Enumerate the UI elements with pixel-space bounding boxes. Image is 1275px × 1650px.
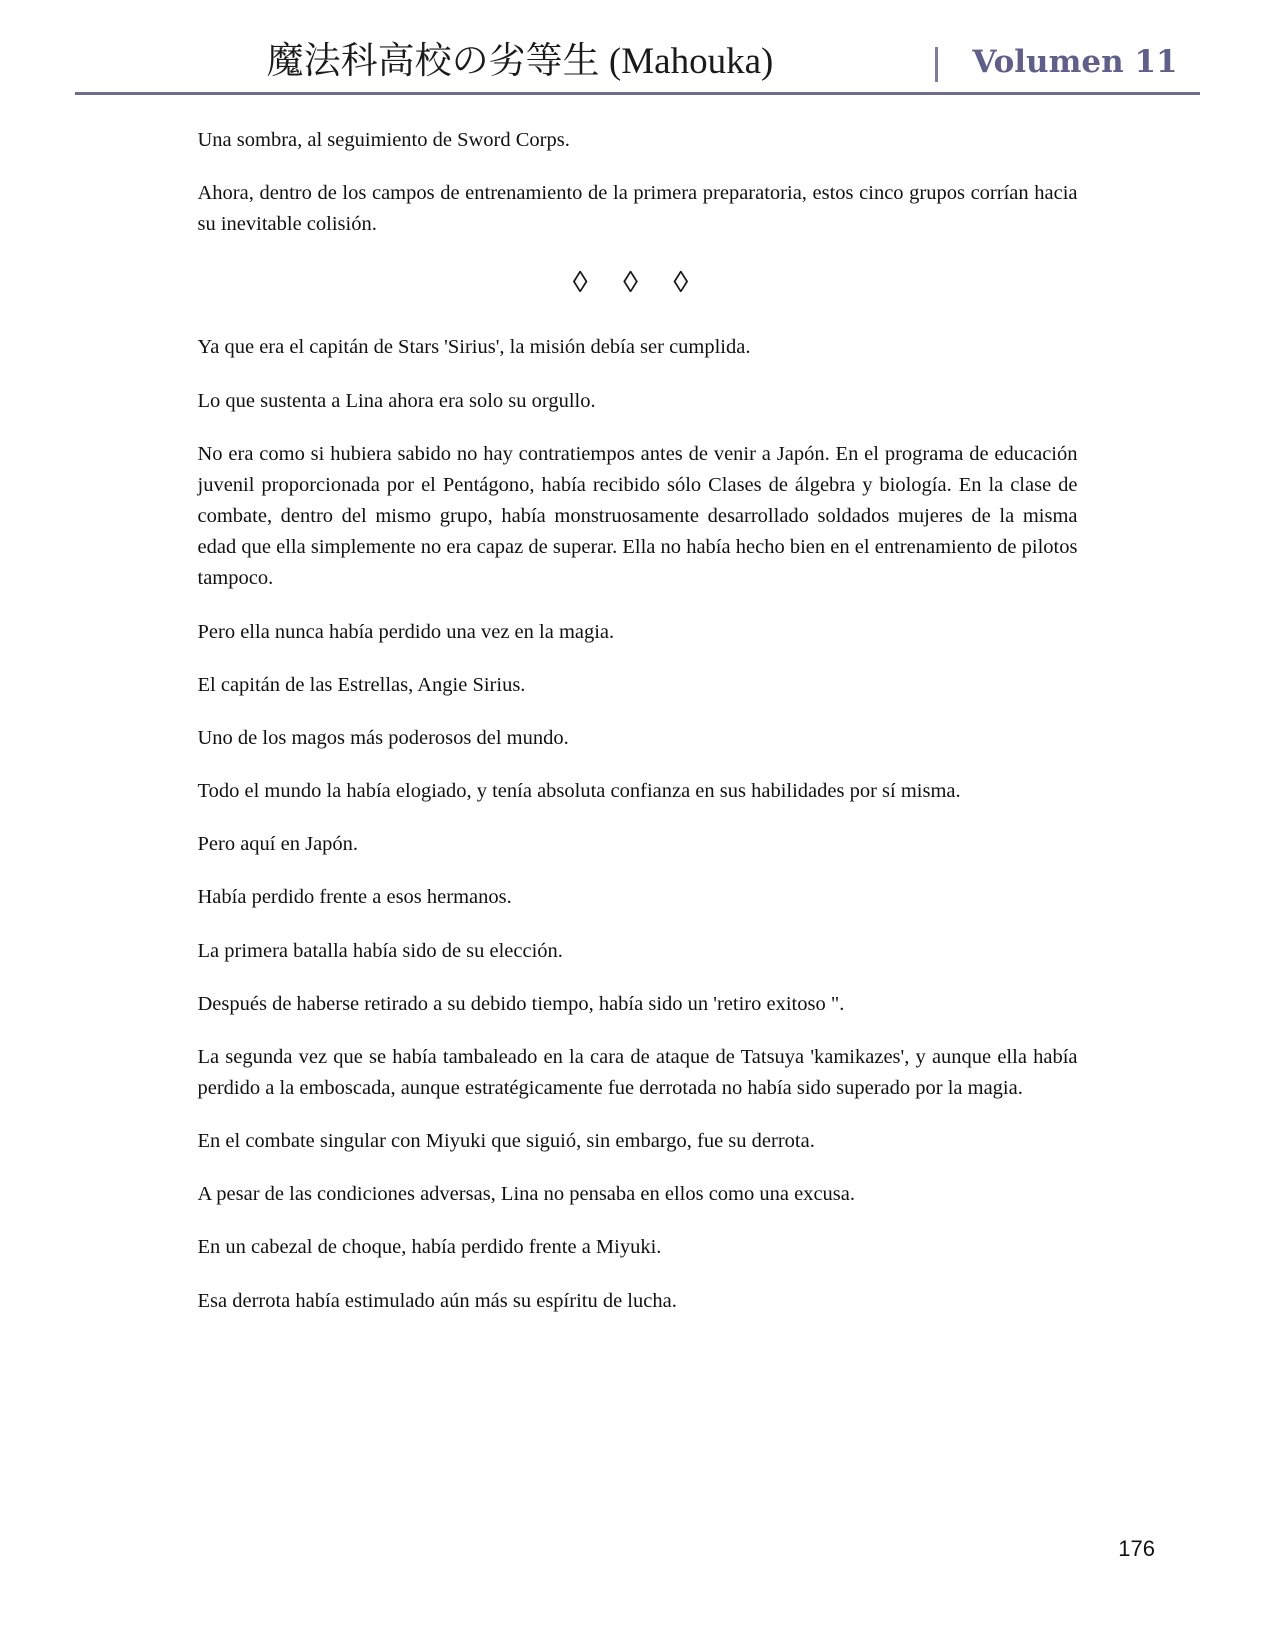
paragraph: En un cabezal de choque, había perdido frente a Miyuki. — [197, 1236, 662, 1259]
paragraph: El capitán de las Estrellas, Angie Sirius. — [197, 673, 526, 696]
paragraph: Después de haberse retirado a su debido tiempo, había sido un 'retiro exitoso ". — [197, 992, 845, 1015]
page-number: 176 — [1118, 1536, 1155, 1561]
paragraph: Ya que era el capitán de Stars 'Sirius', la misión debía ser cumplida. — [197, 336, 751, 359]
paragraph: Esa derrota había estimulado aún más su espíritu de lucha. — [197, 1289, 677, 1312]
paragraph: Lo que sustenta a Lina ahora era solo su orgullo. — [197, 389, 596, 412]
paragraph: Pero aquí en Japón. — [197, 833, 359, 856]
paragraph: Ahora, dentro de los campos de entrenamiento de la primera preparatoria, estos cinco grupos corrían hacia su inevitable colisión. — [197, 182, 1078, 236]
paragraph: La primera batalla había sido de su elección. — [197, 939, 563, 962]
paragraph: Uno de los magos más poderosos del mundo. — [197, 726, 569, 749]
paragraph: Una sombra, al seguimiento de Sword Corps. — [197, 129, 570, 151]
paragraph-block-top — [198, 125, 1078, 240]
book-title-japanese: 魔法科高校の劣等生 — [266, 39, 600, 82]
volume-label: Volumen 11 — [935, 47, 1200, 82]
paragraph: La segunda vez que se había tambaleado en la cara de ataque de Tatsuya 'kamikazes', y aunque ella había perdido a la emboscada, aunque estratégicamente fue derrotada no había sido superado por la magia. — [197, 1045, 1078, 1099]
paragraph: Pero ella nunca había perdido una vez en la magia. — [197, 620, 615, 643]
book-title-romanized: (Mahouka) — [599, 41, 774, 82]
page-body — [198, 95, 1078, 1317]
paragraph-block-bottom — [198, 332, 1078, 1316]
page-header — [75, 0, 1200, 82]
paragraph: No era como si hubiera sabido no hay contratiempos antes de venir a Japón. En el programa de educación juvenil proporcionada por el Pentágono, había recibido sólo Clases de álgebra y biología. En la clase de combate, dentro del mismo grupo, había monstruosamente desarrollado soldados mujeres de la misma edad que ella simplemente no era capaz de superar. Ella no había hecho bien en el entrenamiento de pilotos tampoco. — [197, 442, 1078, 590]
paragraph: A pesar de las condiciones adversas, Lina no pensaba en ellos como una excusa. — [197, 1183, 855, 1206]
book-title — [75, 39, 935, 82]
paragraph: En el combate singular con Miyuki que siguió, sin embargo, fue su derrota. — [197, 1130, 815, 1153]
section-divider-ornament: ◊ ◊ ◊ — [572, 266, 703, 300]
page-footer — [0, 1536, 1275, 1562]
paragraph: Todo el mundo la había elogiado, y tenía absoluta confianza en sus habilidades por sí misma. — [197, 780, 961, 803]
paragraph: Había perdido frente a esos hermanos. — [197, 886, 512, 909]
